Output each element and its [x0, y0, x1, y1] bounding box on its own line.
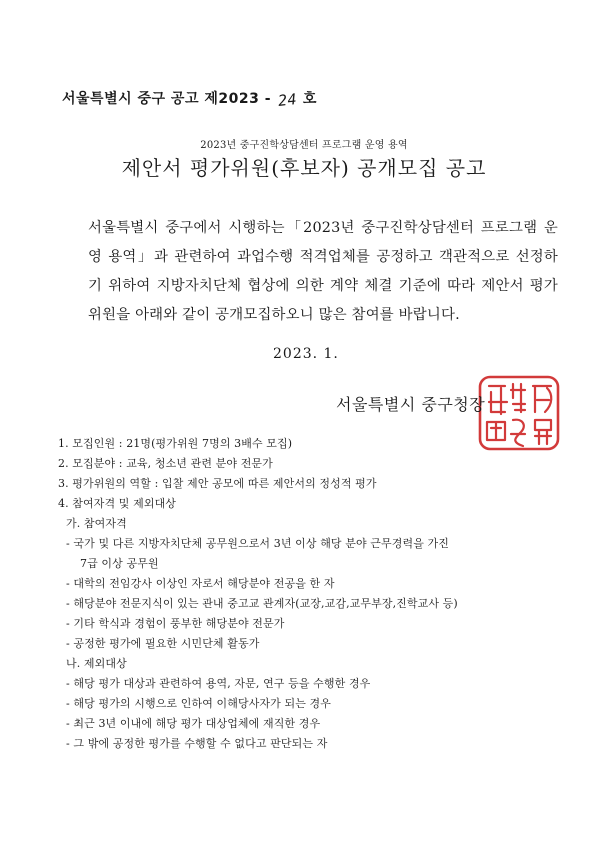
list-item: - 대학의 전임강사 이상인 자로서 해당분야 전공을 한 자	[66, 577, 335, 590]
list-item: - 기타 학식과 경험이 풍부한 해당분야 전문가	[66, 617, 285, 630]
notice-number	[62, 88, 317, 108]
list-item: - 국가 및 다른 지방자치단체 공무원으로서 3년 이상 해당 분야 근무경력을 가진	[66, 537, 449, 550]
issue-date: 2023. 1.	[273, 346, 339, 362]
list-item-recruit-count: 1. 모집인원 : 21명(평가위원 7명의 3배수 모집)	[58, 437, 293, 450]
handwritten-number: 24	[277, 90, 299, 110]
list-item-role: 3. 평가위원의 역할 : 입찰 제안 공모에 따른 제안서의 정성적 평가	[58, 477, 377, 490]
list-item: - 공정한 평가에 필요한 시민단체 활동가	[66, 637, 260, 650]
list-item: - 해당 평가의 시행으로 인하여 이해당사자가 되는 경우	[66, 697, 331, 710]
list-item: - 해당분야 전문지식이 있는 관내 중고교 관계자(교장,교감,교무부장,진학교사 등)	[66, 597, 458, 610]
list-item: - 해당 평가 대상과 관련하여 용역, 자문, 연구 등을 수행한 경우	[66, 677, 371, 690]
project-subtitle: 2023년 중구진학상담센터 프로그램 운영 용역	[200, 140, 408, 151]
list-item-continuation: 7급 이상 공무원	[80, 557, 159, 570]
issuer-name: 서울특별시 중구청장	[336, 395, 486, 414]
list-item: - 최근 3년 이내에 해당 평가 대상업체에 재직한 경우	[66, 717, 321, 730]
announcement-body: 서울특별시 중구에서 시행하는「2023년 중구진학상담센터 프로그램 운영 용역」과 관련하여 과업수행 적격업체를 공정하고 객관적으로 선정하기 위하여 지방자치단체 협상에 의한 계약 체결 기준에 따라 제안서 평가위원을 아래와 같이 공개모집하오니 많은 참여를 바랍니다.	[88, 220, 558, 323]
notice-prefix: 서울특별시 중구 공고 제2023 -	[62, 91, 272, 107]
notice-suffix: 호	[302, 91, 317, 107]
list-item-field: 2. 모집분야 : 교육, 청소년 관련 분야 전문가	[58, 457, 273, 470]
sub-heading-eligibility: 가. 참여자격	[66, 517, 127, 530]
official-seal-icon	[477, 374, 561, 452]
sub-heading-exclusion: 나. 제외대상	[66, 657, 127, 670]
details-list	[58, 434, 558, 754]
page-title: 제안서 평가위원(후보자) 공개모집 공고	[121, 156, 487, 180]
list-item-eligibility: 4. 참여자격 및 제외대상	[58, 497, 177, 510]
list-item: - 그 밖에 공정한 평가를 수행할 수 없다고 판단되는 자	[66, 737, 328, 750]
